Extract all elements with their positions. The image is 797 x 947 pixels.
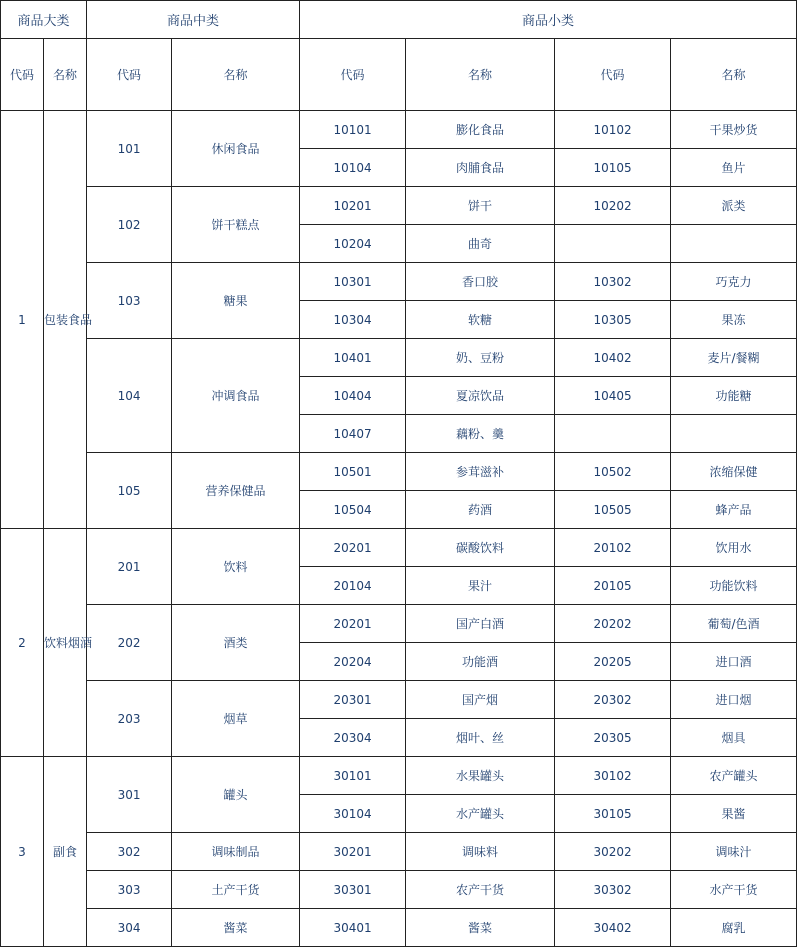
minor-code-cell: 10404 [300,377,406,415]
minor-name-cell: 葡萄/色酒 [671,605,797,643]
mid-category-name: 饮料 [172,529,300,605]
minor-code-cell: 30104 [300,795,406,833]
mid-category-code: 105 [87,453,172,529]
major-category-name: 饮料烟酒 [44,529,87,757]
mid-category-code: 102 [87,187,172,263]
minor-code-cell: 30401 [300,909,406,947]
table-row [1,757,797,795]
minor-name-cell: 派类 [671,187,797,225]
mid-category-name: 罐头 [172,757,300,833]
mid-category-name: 糖果 [172,263,300,339]
minor-name-cell: 药酒 [406,491,555,529]
minor-name-cell: 果冻 [671,301,797,339]
minor-category-header: 商品小类 [300,1,797,39]
minor-name-header: 名称 [671,39,797,111]
minor-code-cell: 20105 [555,567,671,605]
minor-name-cell: 农产干货 [406,871,555,909]
minor-name-cell: 鱼片 [671,149,797,187]
minor-name-cell: 饼干 [406,187,555,225]
mid-category-name: 营养保健品 [172,453,300,529]
minor-code-cell: 10504 [300,491,406,529]
minor-name-cell: 进口烟 [671,681,797,719]
minor-name-cell: 香口胶 [406,263,555,301]
minor-name-cell: 饮用水 [671,529,797,567]
mid-category-code: 203 [87,681,172,757]
minor-code-cell: 20302 [555,681,671,719]
minor-code-cell [555,415,671,453]
mid-category-header: 商品中类 [87,1,300,39]
minor-name-cell [671,225,797,263]
table-row [1,263,797,301]
minor-code-cell: 10101 [300,111,406,149]
minor-code-cell: 10102 [555,111,671,149]
table-row [1,187,797,225]
minor-code-cell: 10104 [300,149,406,187]
mid-category-code: 103 [87,263,172,339]
minor-name-cell: 曲奇 [406,225,555,263]
table-row [1,681,797,719]
minor-code-cell: 20102 [555,529,671,567]
minor-code-cell: 10304 [300,301,406,339]
minor-name-cell: 调味料 [406,833,555,871]
minor-name-cell: 功能酒 [406,643,555,681]
minor-name-cell: 功能糖 [671,377,797,415]
mid-category-code: 304 [87,909,172,947]
minor-code-cell: 20202 [555,605,671,643]
header-row-sub [1,39,797,111]
minor-code-cell: 10105 [555,149,671,187]
minor-name-cell: 软糖 [406,301,555,339]
minor-code-cell: 10407 [300,415,406,453]
mid-category-name: 饼干糕点 [172,187,300,263]
mid-category-code: 101 [87,111,172,187]
minor-code-cell: 30101 [300,757,406,795]
mid-category-code: 104 [87,339,172,453]
header-row-top [1,1,797,39]
mid-category-name: 烟草 [172,681,300,757]
mid-category-name: 调味制品 [172,833,300,871]
minor-code-cell: 20305 [555,719,671,757]
minor-name-cell: 功能饮料 [671,567,797,605]
minor-code-cell: 10204 [300,225,406,263]
minor-name-cell: 国产烟 [406,681,555,719]
minor-name-cell: 麦片/餐糊 [671,339,797,377]
minor-name-cell: 蜂产品 [671,491,797,529]
minor-name-cell: 国产白酒 [406,605,555,643]
major-category-code: 3 [1,757,44,947]
minor-code-cell: 20205 [555,643,671,681]
minor-name-cell: 烟具 [671,719,797,757]
minor-code-cell: 30402 [555,909,671,947]
minor-name-cell: 进口酒 [671,643,797,681]
mid-category-name: 酱菜 [172,909,300,947]
minor-code-cell: 10202 [555,187,671,225]
major-category-code: 1 [1,111,44,529]
minor-code-header: 代码 [555,39,671,111]
minor-code-cell: 10501 [300,453,406,491]
mid-category-name: 休闲食品 [172,111,300,187]
minor-name-cell: 调味汁 [671,833,797,871]
major-name-header: 名称 [44,39,87,111]
minor-name-cell: 水产干货 [671,871,797,909]
table-row [1,529,797,567]
minor-name-cell [671,415,797,453]
major-category-code: 2 [1,529,44,757]
major-code-header: 代码 [1,39,44,111]
minor-code-cell: 10302 [555,263,671,301]
mid-category-code: 202 [87,605,172,681]
minor-code-cell: 30102 [555,757,671,795]
minor-name-cell: 果汁 [406,567,555,605]
minor-name-cell: 腐乳 [671,909,797,947]
mid-category-code: 201 [87,529,172,605]
minor-name-cell: 烟叶、丝 [406,719,555,757]
minor-code-cell: 10305 [555,301,671,339]
minor-code-cell: 20204 [300,643,406,681]
minor-code-cell: 10405 [555,377,671,415]
minor-code-cell: 10301 [300,263,406,301]
minor-name-cell: 酱菜 [406,909,555,947]
mid-category-code: 301 [87,757,172,833]
minor-name-cell: 碳酸饮料 [406,529,555,567]
minor-name-header: 名称 [406,39,555,111]
major-category-name: 包装食品 [44,111,87,529]
minor-code-cell: 10201 [300,187,406,225]
minor-name-cell: 膨化食品 [406,111,555,149]
minor-name-cell: 参茸滋补 [406,453,555,491]
table-row [1,339,797,377]
minor-name-cell: 水产罐头 [406,795,555,833]
table-row [1,833,797,871]
minor-code-cell: 30301 [300,871,406,909]
mid-name-header: 名称 [172,39,300,111]
major-category-name: 副食 [44,757,87,947]
minor-code-cell: 30201 [300,833,406,871]
table-row [1,909,797,947]
minor-code-header: 代码 [300,39,406,111]
minor-name-cell: 水果罐头 [406,757,555,795]
minor-code-cell: 30302 [555,871,671,909]
minor-name-cell: 夏凉饮品 [406,377,555,415]
minor-code-cell: 20301 [300,681,406,719]
table-row [1,605,797,643]
minor-name-cell: 肉脯食品 [406,149,555,187]
mid-category-name: 冲调食品 [172,339,300,453]
minor-name-cell: 奶、豆粉 [406,339,555,377]
table-row [1,111,797,149]
minor-code-cell: 10401 [300,339,406,377]
minor-code-cell: 10502 [555,453,671,491]
minor-code-cell: 20104 [300,567,406,605]
minor-name-cell: 干果炒货 [671,111,797,149]
mid-code-header: 代码 [87,39,172,111]
major-category-header: 商品大类 [1,1,87,39]
minor-code-cell: 10505 [555,491,671,529]
table-row [1,871,797,909]
minor-name-cell: 巧克力 [671,263,797,301]
minor-code-cell: 10402 [555,339,671,377]
minor-code-cell: 20201 [300,529,406,567]
minor-code-cell: 20304 [300,719,406,757]
minor-code-cell: 20201 [300,605,406,643]
mid-category-code: 303 [87,871,172,909]
minor-code-cell: 30105 [555,795,671,833]
mid-category-name: 土产干货 [172,871,300,909]
minor-name-cell: 浓缩保健 [671,453,797,491]
mid-category-code: 302 [87,833,172,871]
minor-name-cell: 藕粉、羹 [406,415,555,453]
table-row [1,453,797,491]
minor-name-cell: 农产罐头 [671,757,797,795]
minor-code-cell [555,225,671,263]
minor-name-cell: 果酱 [671,795,797,833]
minor-code-cell: 30202 [555,833,671,871]
mid-category-name: 酒类 [172,605,300,681]
